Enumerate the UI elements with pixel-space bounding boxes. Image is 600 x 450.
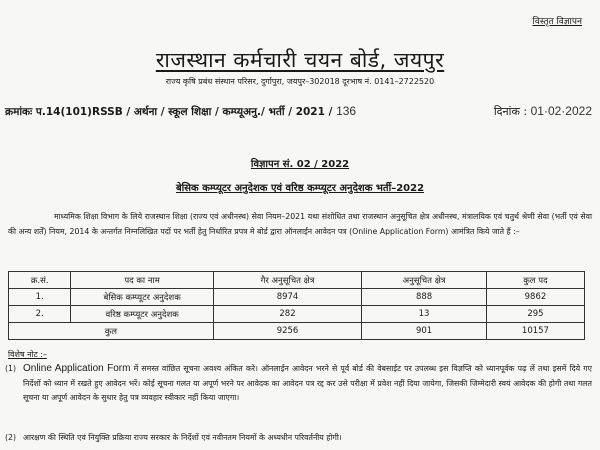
note-number: (2) <box>5 433 17 442</box>
advertisement-number <box>0 156 600 170</box>
cell-scheduled: 888 <box>362 289 487 306</box>
reference-line <box>5 104 592 119</box>
cell-total-non-scheduled: 9256 <box>213 323 361 340</box>
cell-total-scheduled: 901 <box>362 323 487 340</box>
date-label: दिनांक : <box>493 105 528 118</box>
header-total-posts: कुल पद <box>486 272 584 289</box>
table-header-row <box>9 272 585 289</box>
intro-paragraph: माध्यमिक शिक्षा विभाग के लिये राजस्थान शिक्षा (राज्य एवं अधीनस्थ) सेवा नियम–2021 यथा संशोधित तथा राजस्थान अनुसूचित क्षेत्र अधीनस्थ, मंत्रालयिक एवं चतुर्थ श्रेणी सेवा (भर्ती एवं सेवा की अन्य शर्तें) नियम, 2014 के अन्तर्गत निम्नलिखित पदों पर भर्ती हेतु निर्धारित प्रपत्र मे बोर्ड द्वारा ऑनलाईन आवेदन पत्र (Online Application Form) आमंत्रित किये जाते हैं :– <box>8 212 592 236</box>
note-body-text: में समस्त वांछित सूचना अवश्य अंकित करे। ऑनलाईन आवेदन भरने से पूर्व बोर्ड की वेबसाईट पर उपलब्ध इस विज्ञप्ति को ध्यानपूर्वक पढ़ लें तथा इसमें दिये गए निर्देशों को ध्यान में रखते हुए आवेदन भरें। कोई सूचना गलत या अपूर्ण भरने पर आवेदक का आवेदन पत्र रद्द कर उसे परीक्षा में प्रवेश नहीं दिया जायेगा, जिसकी जिम्मेदारी स्वयं आवेदक की होगी तथा गलत सूचना या अपूर्ण आवेदन के सुधार हेतु पत्र व्यवहार स्वीकार नहीं किया जाएगा। <box>23 364 592 402</box>
reference-label: क्रमांकः <box>5 106 33 118</box>
handwritten-date: 01·02·2022 <box>530 104 592 118</box>
advertisement-title-text: बेसिक कम्प्यूटर अनुदेशक एवं वरिष्ठ कम्प्यूटर अनुदेशक भर्ती–2022 <box>175 183 425 194</box>
date-group <box>494 104 592 119</box>
header-non-scheduled-area: गैर अनुसूचित क्षेत्र <box>213 272 361 289</box>
header-scheduled-area: अनुसूचित क्षेत्र <box>362 272 487 289</box>
header-post-name: पद का नाम <box>71 272 213 289</box>
cell-serial-number: 1. <box>9 289 71 306</box>
handwritten-dispatch-number: 136 <box>336 104 357 118</box>
cell-total: 295 <box>486 306 584 323</box>
organization-title-text: राजस्थान कर्मचारी चयन बोर्ड, जयपुर <box>155 48 445 72</box>
note-number: (1) <box>5 364 17 373</box>
note-item <box>5 362 592 406</box>
table-row <box>9 306 585 323</box>
cell-non-scheduled: 8974 <box>213 289 361 306</box>
posts-table <box>8 271 585 340</box>
special-notes-heading: विशेष नोट :– <box>8 350 47 359</box>
table-total-row <box>9 323 585 340</box>
cell-serial-number: 2. <box>9 306 71 323</box>
advertisement-title <box>0 180 600 194</box>
cell-non-scheduled: 282 <box>213 306 361 323</box>
note-text: आरक्षण की स्थिति एवं नियुक्ति प्रक्रिया राज्य सरकार के निर्देशों एवं नवीनतम नियमों के अध्यधीन परिवर्तनीय होगी। <box>23 433 342 442</box>
detailed-advertisement-tag: विस्तृत विज्ञापन <box>532 17 582 27</box>
cell-post-name: वरिष्ठ कम्प्यूटर अनुदेशक <box>71 306 213 323</box>
reference-number: प.14(101)RSSB / अर्थना / स्कूल शिक्षा / कम्प्यूअनु./ भर्ती / 2021 / <box>35 106 333 118</box>
header-serial-number: क्र.सं. <box>9 272 71 289</box>
cell-total: 9862 <box>486 289 584 306</box>
cell-post-name: बेसिक कम्प्यूटर अनुदेशक <box>71 289 213 306</box>
advertisement-number-text: विज्ञापन सं. 02 / 2022 <box>250 159 350 170</box>
cell-total-label: कुल <box>9 323 214 340</box>
note-lead-text: Online Application Form <box>23 363 131 374</box>
cell-scheduled: 13 <box>362 306 487 323</box>
reference-number-group <box>5 104 356 119</box>
table-row <box>9 289 585 306</box>
cell-grand-total: 10157 <box>486 323 584 340</box>
organization-title <box>0 46 600 74</box>
note-item <box>5 431 592 446</box>
organization-address: राज्य कृषि प्रबंध संस्थान परिसर, दुर्गापुरा, जयपुर–302018 दूरभाष नं. 0141–2722520 <box>165 77 435 86</box>
note-text <box>23 362 592 406</box>
